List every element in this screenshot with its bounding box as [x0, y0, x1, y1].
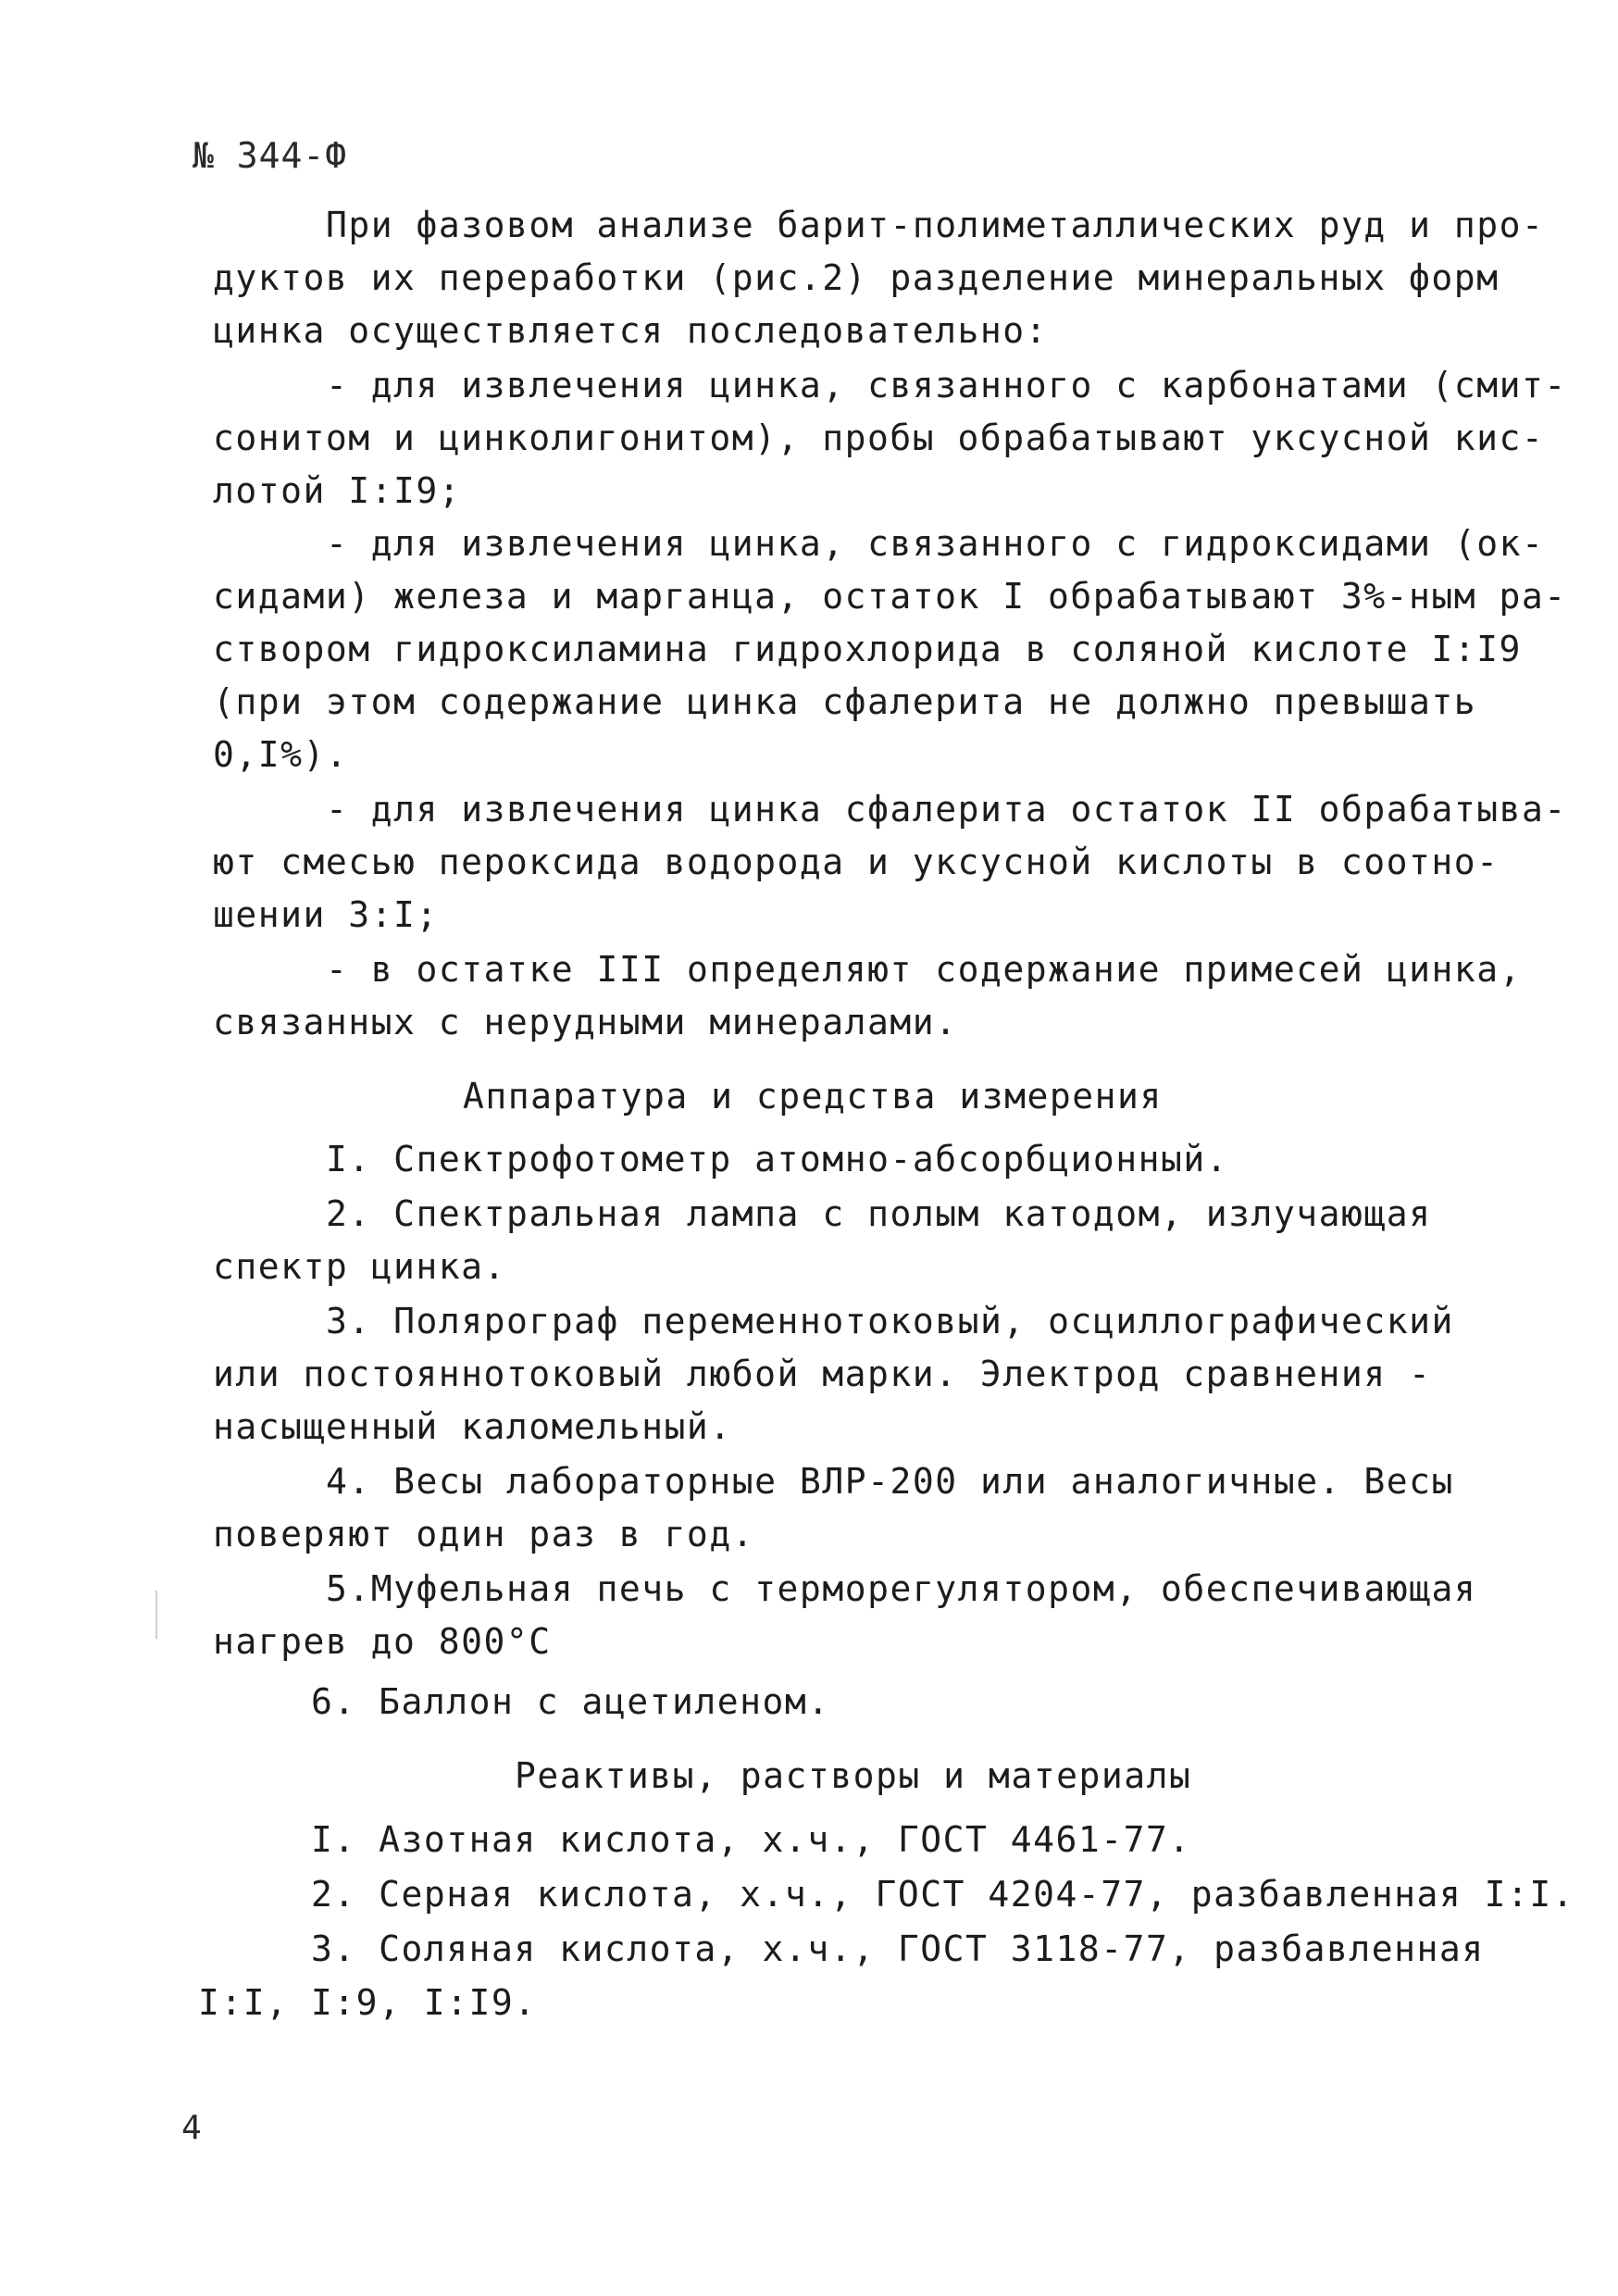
text-line: 3. Соляная кислота, х.ч., ГОСТ 3118-77, разбавленная — [311, 1928, 1485, 1969]
text-line: I. Азотная кислота, х.ч., ГОСТ 4461-77. — [311, 1819, 1191, 1860]
text-line: цинка осуществляется последовательно: — [213, 310, 1048, 351]
text-line: (при этом содержание цинка сфалерита не должно превышать — [213, 681, 1477, 722]
section-heading-reagents: Реактивы, растворы и материалы — [515, 1755, 1192, 1796]
text-line: ют смесью пероксида водорода и уксусной кислоты в соотно- — [213, 842, 1500, 882]
document-number: № 344-Ф — [193, 135, 348, 176]
text-line: I. Спектрофотометр атомно-абсорбционный. — [326, 1139, 1229, 1179]
text-line: 0,I%). — [213, 734, 349, 775]
text-line: 2. Спектральная лампа с полым катодом, излучающая — [326, 1193, 1432, 1234]
text-line: дуктов их переработки (рис.2) разделение минеральных форм — [213, 257, 1500, 298]
text-line: или постояннотоковый любой марки. Электрод сравнения - — [213, 1354, 1432, 1394]
text-line: поверяют один раз в год. — [213, 1514, 755, 1554]
text-line: нагрев до 800°С — [213, 1621, 552, 1662]
text-line: сонитом и цинколигонитом), пробы обрабатывают уксусной кис- — [213, 418, 1545, 458]
text-line: шении 3:I; — [213, 894, 439, 935]
text-line: - в остатке III определяют содержание примесей цинка, — [326, 949, 1523, 990]
text-line: насыщенный каломельный. — [213, 1406, 732, 1447]
text-line: 2. Серная кислота, х.ч., ГОСТ 4204-77, разбавленная I:I. — [311, 1874, 1575, 1915]
text-line: 4. Весы лабораторные ВЛР-200 или аналогичные. Весы — [326, 1461, 1454, 1502]
text-line: 3. Полярограф переменнотоковый, осциллографический — [326, 1301, 1454, 1341]
text-line: 5.Муфельная печь с терморегулятором, обеспечивающая — [326, 1568, 1477, 1609]
text-line: - для извлечения цинка, связанного с гидроксидами (ок- — [326, 523, 1545, 564]
text-line: лотой I:I9; — [213, 470, 462, 511]
text-line: - для извлечения цинка сфалерита остаток II обрабатыва- — [326, 789, 1567, 830]
text-line: спектр цинка. — [213, 1246, 506, 1287]
text-line: створом гидроксиламина гидрохлорида в соляной кислоте I:I9 — [213, 629, 1522, 669]
text-line: I:I, I:9, I:I9. — [198, 1982, 537, 2023]
text-line: связанных с нерудными минералами. — [213, 1002, 958, 1042]
text-line: сидами) железа и марганца, остаток I обрабатывают 3%-ным ра- — [213, 576, 1567, 617]
text-line: - для извлечения цинка, связанного с карбонатами (смит- — [326, 365, 1567, 406]
margin-mark — [156, 1591, 157, 1639]
text-line: При фазовом анализе барит-полиметаллических руд и про- — [326, 205, 1545, 245]
section-heading-apparatus: Аппаратура и средства измерения — [463, 1076, 1163, 1117]
page-number: 4 — [181, 2109, 202, 2147]
text-line: 6. Баллон с ацетиленом. — [311, 1681, 830, 1722]
